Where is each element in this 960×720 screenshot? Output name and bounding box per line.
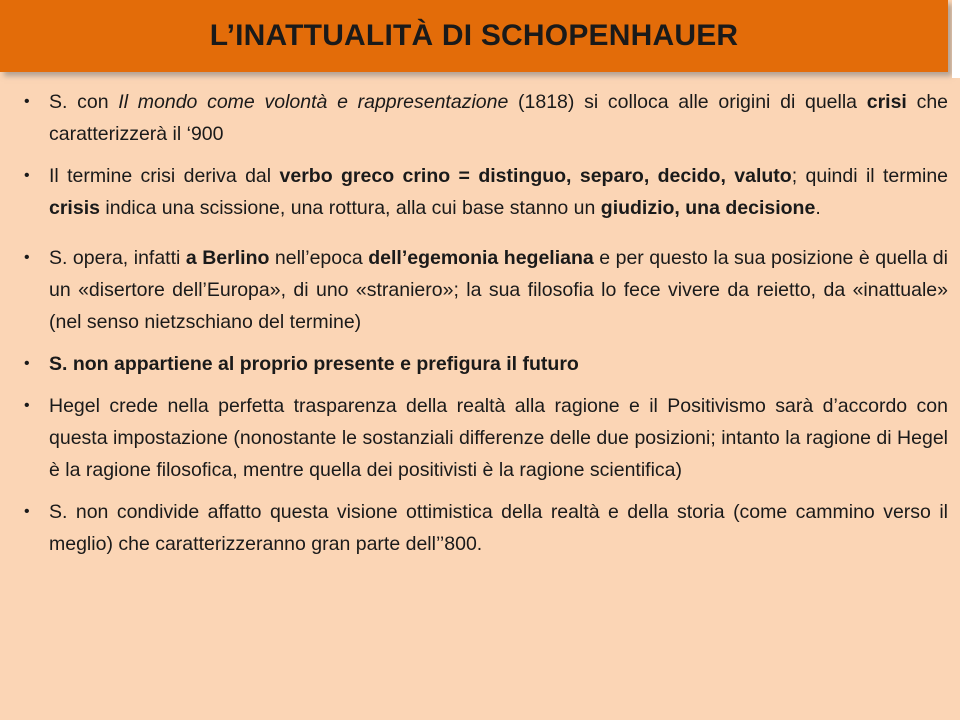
bullet-item: [24, 496, 948, 560]
bold-statement: S. non appartiene al proprio presente e prefigura il futuro: [49, 353, 579, 375]
slide-title: L’INATTUALITÀ DI SCHOPENHAUER: [209, 19, 739, 52]
bullet-dot-icon: •: [24, 249, 30, 266]
book-title: Il mondo come volontà e rappresentazione: [118, 91, 509, 113]
bullet-text: che caratterizzerà il ‘900: [49, 91, 949, 145]
slide-content: [0, 86, 960, 706]
bullet-text: e per questo la sua posizione è quella di un «disertore dell’Europa», di uno «straniero»; la sua filosofia lo fece vivere da reietto, da «inattuale» (nel senso nietzschiano del termine): [49, 247, 948, 333]
bullet-item: [24, 242, 948, 338]
bullet-text: Il termine crisi deriva dal: [49, 165, 280, 187]
bullet-dot-icon: •: [24, 503, 30, 520]
bullet-text: nell’epoca: [269, 247, 369, 269]
bullet-text: S. non condivide affatto questa visione ottimistica della realtà e della storia (come cammino verso il meglio) che caratterizzeranno gran parte dell’’800.: [49, 501, 948, 555]
bold-term: crisi: [866, 91, 907, 113]
bold-term: crisis: [49, 197, 100, 219]
bullet-item: [24, 348, 948, 380]
bullet-item: [24, 390, 948, 486]
bullet-text: (1818) si colloca alle origini di quella: [508, 91, 867, 113]
bullet-text: indica una scissione, una rottura, alla cui base stanno un: [99, 197, 601, 219]
bullet-dot-icon: •: [24, 93, 30, 110]
bullet-item: [24, 160, 949, 224]
bullet-dot-icon: •: [24, 355, 30, 372]
bold-term: verbo greco crino = distinguo, separo, decido, valuto: [279, 165, 792, 187]
bullet-list: [0, 86, 960, 560]
bold-term: a Berlino: [185, 247, 270, 269]
title-bar: [0, 0, 948, 72]
bullet-item: [24, 86, 949, 150]
bullet-text: ; quindi il termine: [791, 165, 949, 187]
bold-term: giudizio, una decisione: [600, 197, 816, 219]
bullet-text: .: [815, 197, 821, 219]
bullet-text: S. opera, infatti: [49, 247, 186, 269]
bold-term: dell’egemonia hegeliana: [368, 247, 594, 269]
bullet-text: S. con: [49, 91, 119, 113]
right-edge-strip: [952, 0, 960, 78]
bullet-text: Hegel crede nella perfetta trasparenza della realtà alla ragione e il Positivismo sarà d’accordo con questa impostazione (nonostante le sostanziali differenze delle due posizioni; intanto la ragione di Hegel è la ragione filosofica, mentre quella dei positivisti è la ragione scientifica): [49, 395, 948, 481]
bullet-dot-icon: •: [24, 167, 30, 184]
bullet-dot-icon: •: [24, 397, 30, 414]
